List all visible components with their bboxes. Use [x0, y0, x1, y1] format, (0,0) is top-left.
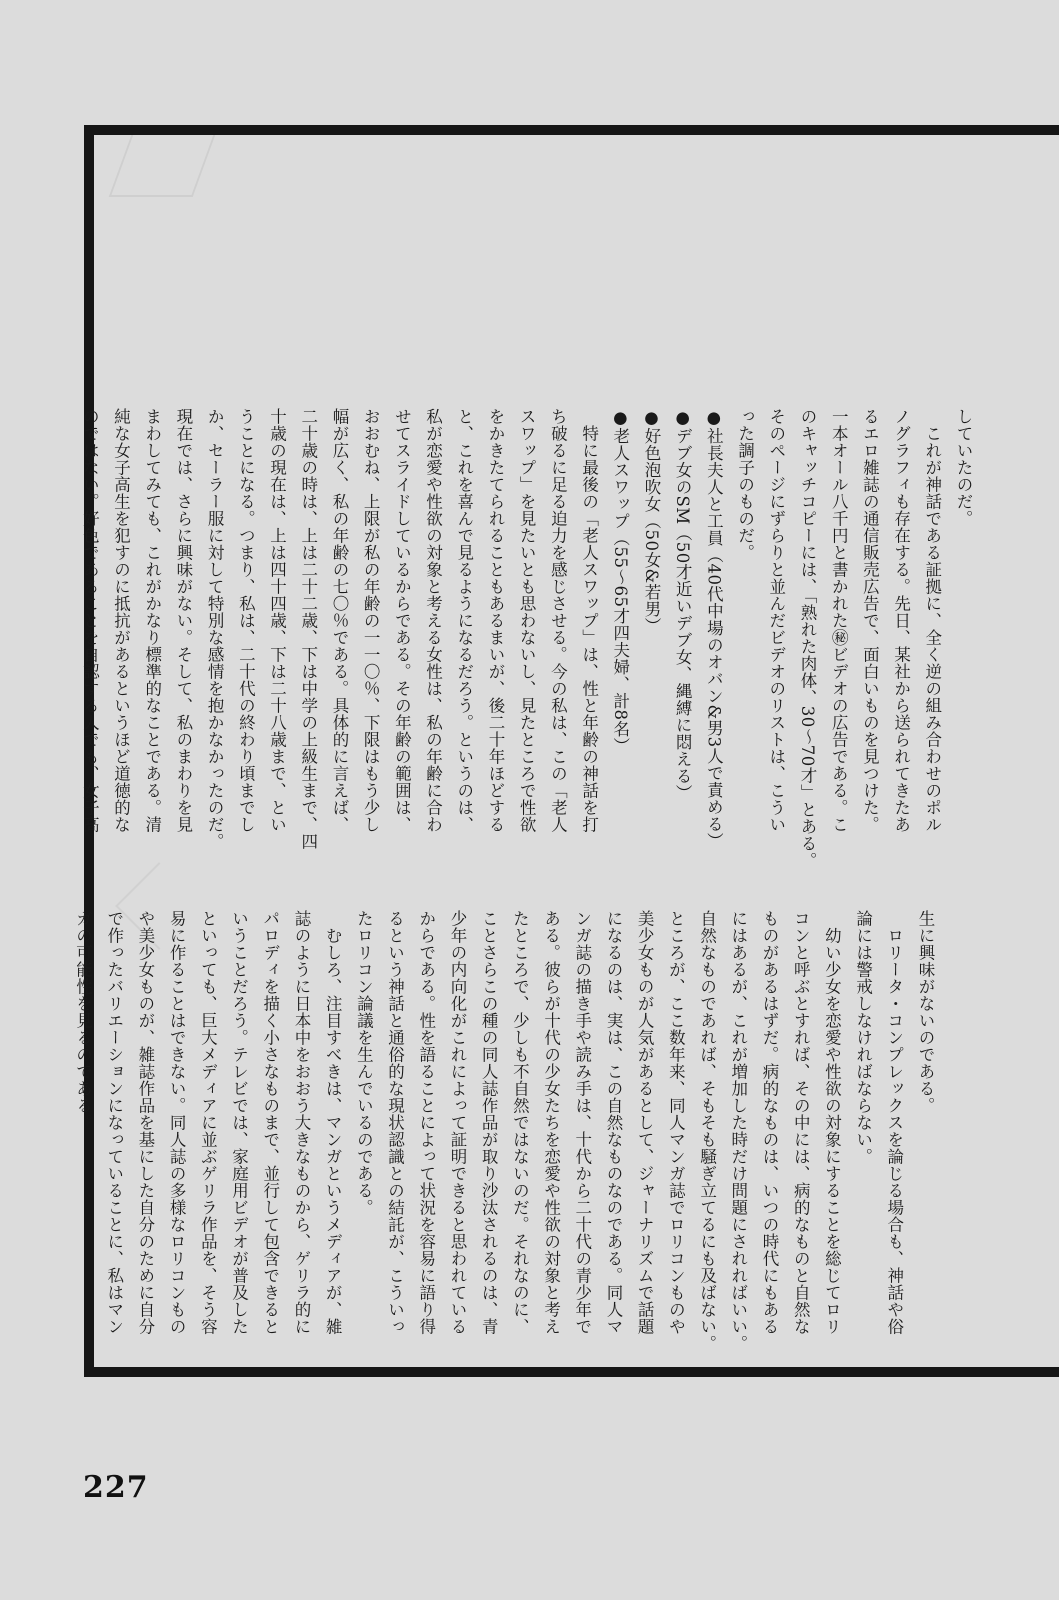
text-line: たところで、少しも不自然ではないのだ。それなのに、 [510, 910, 530, 1335]
text-line: むしろ、注目すべきは、マンガというメディアが、雑 [323, 910, 343, 1335]
text-line: ことさらこの種の同人誌作品が取り沙汰されるのは、青 [479, 910, 499, 1335]
text-line: 易に作ることはできない。同人誌の多様なロリコンもの [167, 910, 187, 1335]
text-line: ンガ誌の描き手や読み手は、十代から二十代の青少年で [572, 910, 592, 1335]
text-line: 幅が広く、私の年齢の七〇％である。具体的に言えば、 [329, 408, 349, 833]
text-line: のキャッチコピーには、「熟れた肉体、30〜70才」とある。 [797, 408, 817, 869]
text-line: たロリコン論議を生んでいるのである。 [354, 910, 374, 1216]
text-line: スワップ」を見たいとも思わないし、見たところで性欲 [517, 408, 537, 833]
text-line: まわしてみても、これがかなり標準的なことである。清 [142, 408, 162, 833]
text-line: していたのだ。 [954, 408, 973, 527]
text-line: った調子のものだ。 [735, 408, 755, 561]
text-line: 自然なものであれば、そもそも騒ぎ立てるにも及ばない。 [697, 910, 717, 1352]
text-line: ●デブ女のSM（50才近いデブ女、縄縛に悶える） [673, 408, 693, 802]
text-line: 二十歳の時は、上は二十二歳、下は中学の上級生まで、四 [298, 408, 318, 850]
text-line: コンと呼ぶとすれば、その中には、病的なものと自然な [791, 910, 811, 1335]
text-line: ●好色泡吹女（50女&若男） [641, 408, 661, 635]
text-line: るという神話と通俗的な現状認識との結託が、こういっ [385, 910, 405, 1335]
text-line: と、これを喜んで見るようになるだろう。というのは、 [454, 408, 474, 833]
text-line: ノグラフィも存在する。先日、某社から送られてきたあ [891, 408, 911, 833]
text-line: るエロ雑誌の通信販売広告で、面白いものを見つけた。 [860, 408, 880, 833]
text-line: パロディを描く小さなものまで、並行して包含できると [260, 910, 280, 1335]
text-line: 幼い少女を恋愛や性欲の対象にすることを総じてロリ [822, 910, 842, 1335]
text-line: で作ったバリエーションになっていることに、私はマン [104, 910, 124, 1335]
text-line: 十歳の現在は、上は四十四歳、下は二十八歳まで、とい [267, 408, 287, 833]
text-line: 美少女ものが人気があるとして、ジャーナリズムで話題 [635, 910, 655, 1335]
text-line: になるのは、実は、この自然なものなのである。同人マ [603, 910, 623, 1335]
text-line: のではない。好色であることを自認する人でも、女子高 [80, 408, 100, 833]
text-line: といっても、巨大メディアに並ぶゲリラ作品を、そう容 [198, 910, 218, 1335]
text-line: 少年の内向化がこれによって証明できると思われている [447, 910, 467, 1335]
text-line: ロリータ・コンプレックスを論じる場合も、神話や俗 [884, 910, 904, 1335]
text-line: ち破るに足る迫力を感じさせる。今の私は、この「老人 [548, 408, 568, 833]
text-line: ガの可能性を見るのである。 [73, 910, 93, 1131]
text-line: ●社長夫人と工員（40代中場のオバン&男3人で責める） [704, 408, 724, 850]
text-line: か、セーラー服に対して特別な感情を抱かなかったのだ。 [205, 408, 225, 850]
text-line: ●老人スワップ（55〜65才四夫婦、計8名） [610, 408, 630, 755]
text-line: ところが、ここ数年来、同人マンガ誌でロリコンものや [666, 910, 686, 1335]
text-line: からである。性を語ることによって状況を容易に語り得 [416, 910, 436, 1335]
text-line: 特に最後の「老人スワップ」は、性と年齢の神話を打 [579, 408, 599, 833]
text-line: そのページにずらりと並んだビデオのリストは、こうい [766, 408, 786, 833]
upper-text-block [80, 408, 979, 878]
text-line: にはあるが、これが増加した時だけ問題にされればいい。 [728, 910, 748, 1352]
text-line: おおむね、上限が私の年齢の一一〇％、下限はもう少し [361, 408, 381, 833]
text-line: ある。彼らが十代の少女たちを恋愛や性欲の対象と考え [541, 910, 561, 1335]
text-line: これが神話である証拠に、全く逆の組み合わせのポル [922, 408, 942, 833]
text-line: いうことだろう。テレビでは、家庭用ビデオが普及した [229, 910, 249, 1335]
text-line: 生に興味がないのである。 [916, 910, 935, 1114]
lower-text-block [73, 910, 941, 1355]
text-line: せてスライドしているからである。その年齢の範囲は、 [392, 408, 412, 833]
text-line: をかきたてられることもあるまいが、後二十年ほどする [485, 408, 505, 833]
text-line: 論には警戒しなければならない。 [853, 910, 873, 1165]
text-line: 一本オール八千円と書かれた㊙ビデオの広告である。こ [829, 408, 849, 833]
text-line: 誌のように日本中をおおう大きなものから、ゲリラ的に [291, 910, 311, 1335]
page-number: 227 [83, 1470, 149, 1505]
text-line: 純な女子高生を犯すのに抵抗があるというほど道徳的な [111, 408, 131, 833]
text-line: うことになる。つまり、私は、二十代の終わり頃までし [236, 408, 256, 833]
text-line: 現在では、さらに興味がない。そして、私のまわりを見 [173, 408, 193, 833]
text-line: 私が恋愛や性欲の対象と考える女性は、私の年齢に合わ [423, 408, 443, 833]
text-line: や美少女ものが、雑誌作品を基にした自分のために自分 [135, 910, 155, 1335]
text-line: ものがあるはずだ。病的なものは、いつの時代にもある [759, 910, 779, 1335]
